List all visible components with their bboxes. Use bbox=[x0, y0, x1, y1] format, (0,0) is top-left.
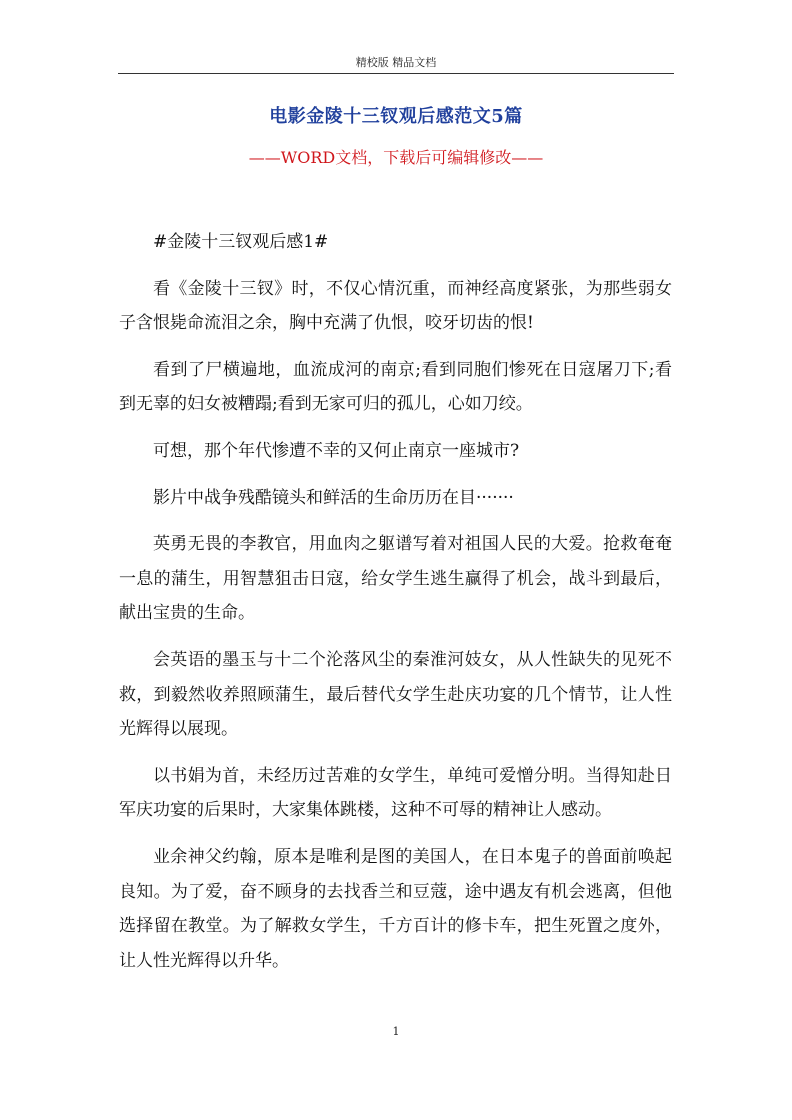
paragraph: 可想，那个年代惨遭不幸的又何止南京一座城市? bbox=[153, 440, 520, 461]
paragraph: 看《金陵十三钗》时，不仅心情沉重，而神经高度紧张，为那些弱女子含恨毙命流泪之余，胸中充满了仇恨，咬牙切齿的恨! bbox=[119, 278, 672, 334]
page-header: 精校版 精品文档 bbox=[355, 56, 437, 69]
paragraph: 英勇无畏的李教官，用血肉之躯谱写着对祖国人民的大爱。抢救奄奄一息的蒲生，用智慧狙击日寇，给女学生逃生赢得了机会，战斗到最后，献出宝贵的生命。 bbox=[119, 534, 672, 624]
document-body bbox=[119, 225, 672, 990]
paragraph: 业余神父约翰，原本是唯利是图的美国人，在日本鬼子的兽面前唤起良知。为了爱，奋不顾身的去找香兰和豆蔻，途中遇友有机会逃离，但他选择留在教堂。为了解救女学生，千方百计的修卡车，把生死置之度外，让人性光辉得以升华。 bbox=[119, 846, 672, 971]
header-rule bbox=[118, 73, 674, 74]
paragraph: 影片中战争残酷镜头和鲜活的生命历历在目······· bbox=[153, 487, 514, 508]
page-number: 1 bbox=[392, 1025, 400, 1038]
section-heading: #金陵十三钗观后感1# bbox=[153, 232, 329, 252]
paragraph: 以书娟为首，未经历过苦难的女学生，单纯可爱憎分明。当得知赴日军庆功宴的后果时，大家集体跳楼，这种不可辱的精神让人感动。 bbox=[119, 765, 672, 821]
document-subtitle: ——WORD文档，下载后可编辑修改—— bbox=[248, 148, 544, 167]
document-title: 电影金陵十三钗观后感范文5篇 bbox=[269, 106, 523, 127]
paragraph: 看到了尸横遍地，血流成河的南京;看到同胞们惨死在日寇屠刀下;看到无辜的妇女被糟蹋;看到无家可归的孤儿，心如刀绞。 bbox=[119, 359, 672, 415]
paragraph: 会英语的墨玉与十二个沦落风尘的秦淮河妓女，从人性缺失的见死不救，到毅然收养照顾蒲生，最后替代女学生赴庆功宴的几个情节，让人性光辉得以展现。 bbox=[119, 649, 672, 740]
